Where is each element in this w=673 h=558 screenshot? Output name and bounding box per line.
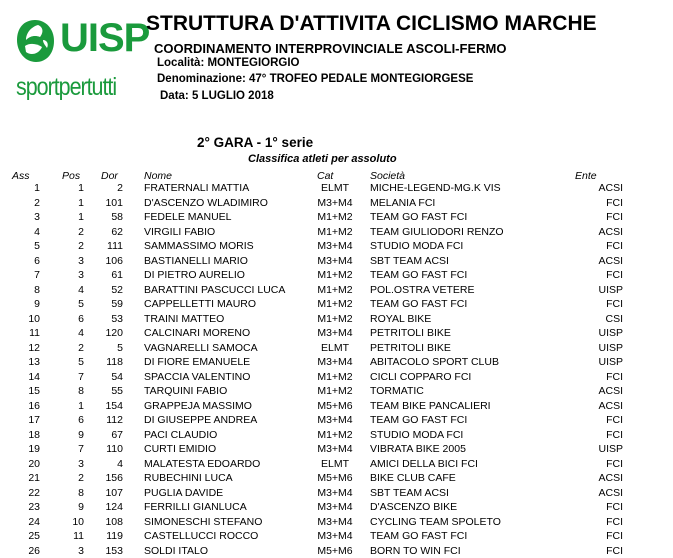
team-cell: MELANIA FCI xyxy=(370,196,435,211)
table-row xyxy=(0,341,673,356)
table-row xyxy=(0,515,673,530)
bib-number-cell: 52 xyxy=(90,283,123,298)
table-row xyxy=(0,210,673,225)
table-row xyxy=(0,442,673,457)
category-position-cell: 1 xyxy=(50,210,84,225)
category-cell: M1+M2 xyxy=(306,384,364,399)
bib-number-cell: 110 xyxy=(90,442,123,457)
team-cell: TEAM GO FAST FCI xyxy=(370,210,467,225)
denominazione: Denominazione: 47° TROFEO PEDALE MONTEGIORGESE xyxy=(157,73,473,85)
team-cell: TEAM GO FAST FCI xyxy=(370,297,467,312)
rank-cell: 2 xyxy=(0,196,40,211)
bib-number-cell: 111 xyxy=(90,239,123,254)
bib-number-cell: 58 xyxy=(90,210,123,225)
category-position-cell: 2 xyxy=(50,225,84,240)
bib-number-cell: 153 xyxy=(90,544,123,558)
category-position-cell: 11 xyxy=(50,529,84,544)
rank-cell: 25 xyxy=(0,529,40,544)
organization-cell: ACSI xyxy=(580,181,623,196)
athlete-name-cell: TRAINI MATTEO xyxy=(144,312,224,327)
team-cell: TORMATIC xyxy=(370,384,424,399)
table-row xyxy=(0,471,673,486)
column-header-dor: Dor xyxy=(101,170,118,182)
rank-cell: 20 xyxy=(0,457,40,472)
bib-number-cell: 119 xyxy=(90,529,123,544)
rank-cell: 10 xyxy=(0,312,40,327)
bib-number-cell: 53 xyxy=(90,312,123,327)
category-position-cell: 7 xyxy=(50,442,84,457)
category-position-cell: 3 xyxy=(50,254,84,269)
athlete-name-cell: FRATERNALI MATTIA xyxy=(144,181,249,196)
bib-number-cell: 106 xyxy=(90,254,123,269)
rank-cell: 23 xyxy=(0,500,40,515)
rank-cell: 4 xyxy=(0,225,40,240)
team-cell: STUDIO MODA FCI xyxy=(370,239,463,254)
bib-number-cell: 4 xyxy=(90,457,123,472)
organization-cell: ACSI xyxy=(580,225,623,240)
athlete-name-cell: SIMONESCHI STEFANO xyxy=(144,515,262,530)
event-date: Data: 5 LUGLIO 2018 xyxy=(160,90,274,102)
rank-cell: 17 xyxy=(0,413,40,428)
column-header-nome: Nome xyxy=(144,170,172,182)
rank-cell: 7 xyxy=(0,268,40,283)
rank-cell: 6 xyxy=(0,254,40,269)
table-row xyxy=(0,355,673,370)
rank-cell: 16 xyxy=(0,399,40,414)
bib-number-cell: 156 xyxy=(90,471,123,486)
team-cell: ABITACOLO SPORT CLUB xyxy=(370,355,499,370)
table-row xyxy=(0,268,673,283)
athlete-name-cell: PACI CLAUDIO xyxy=(144,428,217,443)
category-position-cell: 3 xyxy=(50,268,84,283)
team-cell: POL.OSTRA VETERE xyxy=(370,283,474,298)
category-cell: M1+M2 xyxy=(306,283,364,298)
bib-number-cell: 118 xyxy=(90,355,123,370)
category-cell: M3+M4 xyxy=(306,355,364,370)
organization-cell: ACSI xyxy=(580,254,623,269)
table-row xyxy=(0,529,673,544)
column-header-pos: Pos xyxy=(62,170,80,182)
category-cell: M3+M4 xyxy=(306,326,364,341)
category-position-cell: 2 xyxy=(50,471,84,486)
team-cell: CYCLING TEAM SPOLETO xyxy=(370,515,501,530)
team-cell: BIKE CLUB CAFE xyxy=(370,471,456,486)
team-cell: PETRITOLI BIKE xyxy=(370,341,451,356)
category-position-cell: 3 xyxy=(50,457,84,472)
column-header-cat: Cat xyxy=(317,170,333,182)
athlete-name-cell: RUBECHINI LUCA xyxy=(144,471,233,486)
category-position-cell: 3 xyxy=(50,544,84,558)
team-cell: MICHE-LEGEND-MG.K VIS xyxy=(370,181,501,196)
team-cell: ROYAL BIKE xyxy=(370,312,431,327)
table-row xyxy=(0,500,673,515)
organization-cell: UISP xyxy=(580,326,623,341)
category-cell: M3+M4 xyxy=(306,500,364,515)
rank-cell: 19 xyxy=(0,442,40,457)
table-row xyxy=(0,254,673,269)
table-row xyxy=(0,428,673,443)
category-position-cell: 8 xyxy=(50,486,84,501)
category-position-cell: 6 xyxy=(50,312,84,327)
category-position-cell: 1 xyxy=(50,196,84,211)
team-cell: TEAM GO FAST FCI xyxy=(370,268,467,283)
organization-cell: FCI xyxy=(580,370,623,385)
cyclist-logo-icon xyxy=(14,18,56,64)
rank-cell: 18 xyxy=(0,428,40,443)
bib-number-cell: 124 xyxy=(90,500,123,515)
category-position-cell: 5 xyxy=(50,297,84,312)
category-cell: ELMT xyxy=(306,341,364,356)
category-position-cell: 2 xyxy=(50,239,84,254)
athlete-name-cell: BASTIANELLI MARIO xyxy=(144,254,248,269)
table-row xyxy=(0,312,673,327)
table-row xyxy=(0,297,673,312)
category-cell: ELMT xyxy=(306,181,364,196)
athlete-name-cell: D'ASCENZO WLADIMIRO xyxy=(144,196,268,211)
document-subtitle: COORDINAMENTO INTERPROVINCIALE ASCOLI-FERMO xyxy=(154,41,506,56)
organization-cell: FCI xyxy=(580,515,623,530)
athlete-name-cell: CASTELLUCCI ROCCO xyxy=(144,529,258,544)
organization-cell: UISP xyxy=(580,355,623,370)
organization-cell: UISP xyxy=(580,283,623,298)
team-cell: SBT TEAM ACSI xyxy=(370,486,449,501)
bib-number-cell: 67 xyxy=(90,428,123,443)
results-table xyxy=(0,181,673,558)
organization-cell: FCI xyxy=(580,268,623,283)
athlete-name-cell: PUGLIA DAVIDE xyxy=(144,486,223,501)
category-cell: M5+M6 xyxy=(306,544,364,558)
uisp-logo xyxy=(8,12,142,112)
table-row xyxy=(0,225,673,240)
category-position-cell: 4 xyxy=(50,283,84,298)
organization-cell: FCI xyxy=(580,457,623,472)
category-position-cell: 5 xyxy=(50,355,84,370)
organization-cell: UISP xyxy=(580,341,623,356)
organization-cell: FCI xyxy=(580,544,623,558)
rank-cell: 13 xyxy=(0,355,40,370)
athlete-name-cell: DI GIUSEPPE ANDREA xyxy=(144,413,257,428)
organization-cell: FCI xyxy=(580,196,623,211)
team-cell: PETRITOLI BIKE xyxy=(370,326,451,341)
rank-cell: 26 xyxy=(0,544,40,558)
team-cell: CICLI COPPARO FCI xyxy=(370,370,471,385)
bib-number-cell: 54 xyxy=(90,370,123,385)
bib-number-cell: 5 xyxy=(90,341,123,356)
bib-number-cell: 112 xyxy=(90,413,123,428)
category-position-cell: 10 xyxy=(50,515,84,530)
rank-cell: 12 xyxy=(0,341,40,356)
bib-number-cell: 120 xyxy=(90,326,123,341)
category-position-cell: 8 xyxy=(50,384,84,399)
organization-cell: FCI xyxy=(580,529,623,544)
athlete-name-cell: GRAPPEJA MASSIMO xyxy=(144,399,252,414)
category-cell: M5+M6 xyxy=(306,399,364,414)
category-cell: M3+M4 xyxy=(306,442,364,457)
category-cell: M1+M2 xyxy=(306,225,364,240)
athlete-name-cell: VIRGILI FABIO xyxy=(144,225,215,240)
rank-cell: 21 xyxy=(0,471,40,486)
team-cell: VIBRATA BIKE 2005 xyxy=(370,442,466,457)
category-cell: M1+M2 xyxy=(306,428,364,443)
category-cell: M3+M4 xyxy=(306,486,364,501)
rank-cell: 9 xyxy=(0,297,40,312)
category-position-cell: 6 xyxy=(50,413,84,428)
table-row xyxy=(0,326,673,341)
rank-cell: 1 xyxy=(0,181,40,196)
team-cell: D'ASCENZO BIKE xyxy=(370,500,457,515)
category-position-cell: 9 xyxy=(50,428,84,443)
table-row xyxy=(0,370,673,385)
organization-cell: FCI xyxy=(580,297,623,312)
athlete-name-cell: VAGNARELLI SAMOCA xyxy=(144,341,258,356)
rank-cell: 3 xyxy=(0,210,40,225)
athlete-name-cell: MALATESTA EDOARDO xyxy=(144,457,260,472)
table-row xyxy=(0,181,673,196)
bib-number-cell: 62 xyxy=(90,225,123,240)
organization-cell: ACSI xyxy=(580,399,623,414)
organization-cell: FCI xyxy=(580,210,623,225)
athlete-name-cell: BARATTINI PASCUCCI LUCA xyxy=(144,283,285,298)
organization-cell: FCI xyxy=(580,239,623,254)
table-row xyxy=(0,283,673,298)
athlete-name-cell: CURTI EMIDIO xyxy=(144,442,216,457)
organization-cell: FCI xyxy=(580,500,623,515)
logo-tagline: sportpertutti xyxy=(16,72,116,102)
column-header-ente: Ente xyxy=(575,170,597,182)
team-cell: TEAM GO FAST FCI xyxy=(370,413,467,428)
category-cell: M1+M2 xyxy=(306,268,364,283)
bib-number-cell: 59 xyxy=(90,297,123,312)
athlete-name-cell: CAPPELLETTI MAURO xyxy=(144,297,256,312)
organization-cell: ACSI xyxy=(580,486,623,501)
rank-cell: 11 xyxy=(0,326,40,341)
athlete-name-cell: DI FIORE EMANUELE xyxy=(144,355,250,370)
bib-number-cell: 61 xyxy=(90,268,123,283)
category-cell: M3+M4 xyxy=(306,515,364,530)
athlete-name-cell: CALCINARI MORENO xyxy=(144,326,250,341)
team-cell: AMICI DELLA BICI FCI xyxy=(370,457,478,472)
rank-cell: 14 xyxy=(0,370,40,385)
athlete-name-cell: TARQUINI FABIO xyxy=(144,384,227,399)
organization-cell: ACSI xyxy=(580,384,623,399)
athlete-name-cell: FEDELE MANUEL xyxy=(144,210,232,225)
race-title: 2° GARA - 1° serie xyxy=(197,135,313,150)
table-row xyxy=(0,384,673,399)
table-row xyxy=(0,399,673,414)
column-header-societa: Società xyxy=(370,170,405,182)
category-position-cell: 1 xyxy=(50,399,84,414)
bib-number-cell: 55 xyxy=(90,384,123,399)
organization-cell: FCI xyxy=(580,413,623,428)
team-cell: TEAM GIULIODORI RENZO xyxy=(370,225,504,240)
rank-cell: 5 xyxy=(0,239,40,254)
bib-number-cell: 2 xyxy=(90,181,123,196)
team-cell: TEAM GO FAST FCI xyxy=(370,529,467,544)
organization-cell: CSI xyxy=(580,312,623,327)
rank-cell: 15 xyxy=(0,384,40,399)
rank-cell: 22 xyxy=(0,486,40,501)
bib-number-cell: 101 xyxy=(90,196,123,211)
category-position-cell: 4 xyxy=(50,326,84,341)
athlete-name-cell: DI PIETRO AURELIO xyxy=(144,268,245,283)
category-cell: ELMT xyxy=(306,457,364,472)
table-row xyxy=(0,486,673,501)
organization-cell: UISP xyxy=(580,442,623,457)
rank-cell: 8 xyxy=(0,283,40,298)
organization-cell: ACSI xyxy=(580,471,623,486)
category-cell: M1+M2 xyxy=(306,297,364,312)
table-row xyxy=(0,196,673,211)
ranking-subtitle: Classifica atleti per assoluto xyxy=(248,153,397,165)
table-row xyxy=(0,239,673,254)
category-cell: M3+M4 xyxy=(306,254,364,269)
category-cell: M1+M2 xyxy=(306,312,364,327)
team-cell: STUDIO MODA FCI xyxy=(370,428,463,443)
team-cell: BORN TO WIN FCI xyxy=(370,544,461,558)
table-row xyxy=(0,457,673,472)
table-row xyxy=(0,413,673,428)
category-cell: M3+M4 xyxy=(306,196,364,211)
athlete-name-cell: SAMMASSIMO MORIS xyxy=(144,239,254,254)
category-cell: M3+M4 xyxy=(306,413,364,428)
athlete-name-cell: SOLDI ITALO xyxy=(144,544,208,558)
category-cell: M1+M2 xyxy=(306,210,364,225)
team-cell: TEAM BIKE PANCALIERI xyxy=(370,399,491,414)
athlete-name-cell: FERRILLI GIANLUCA xyxy=(144,500,247,515)
bib-number-cell: 107 xyxy=(90,486,123,501)
organization-cell: FCI xyxy=(580,428,623,443)
category-position-cell: 2 xyxy=(50,341,84,356)
localita: Località: MONTEGIORGIO xyxy=(157,57,299,69)
category-cell: M1+M2 xyxy=(306,370,364,385)
category-position-cell: 1 xyxy=(50,181,84,196)
category-cell: M3+M4 xyxy=(306,239,364,254)
rank-cell: 24 xyxy=(0,515,40,530)
bib-number-cell: 108 xyxy=(90,515,123,530)
athlete-name-cell: SPACCIA VALENTINO xyxy=(144,370,250,385)
logo-brand: UISP xyxy=(60,18,149,58)
column-header-ass: Ass xyxy=(12,170,30,182)
category-cell: M3+M4 xyxy=(306,529,364,544)
category-position-cell: 9 xyxy=(50,500,84,515)
document-title: STRUTTURA D'ATTIVITA CICLISMO MARCHE xyxy=(146,12,597,36)
category-position-cell: 7 xyxy=(50,370,84,385)
category-cell: M5+M6 xyxy=(306,471,364,486)
bib-number-cell: 154 xyxy=(90,399,123,414)
team-cell: SBT TEAM ACSI xyxy=(370,254,449,269)
